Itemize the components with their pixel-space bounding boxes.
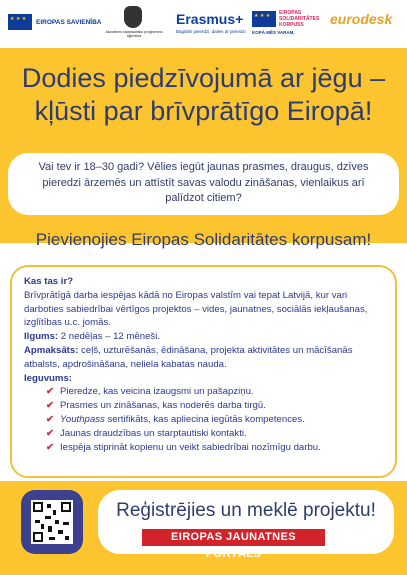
esc-flag-icon <box>252 11 276 27</box>
list-item: ✔ Iespēja stiprināt kopienu un veikt sabiedrībai nozīmīgu darbu. <box>46 441 321 453</box>
agency-label: Jaunatnes starptautisko programmu aģentūra <box>105 30 163 39</box>
subheadline: Pievienojies Eiropas Solidaritātes korpusam! <box>35 230 372 249</box>
list-item: ✔ Jaunas draudzības un starptautiski kontakti. <box>46 427 247 439</box>
paid-label: Apmaksāts: <box>24 344 79 356</box>
eu-flag-icon <box>8 14 32 30</box>
logo-bar <box>0 0 407 48</box>
info-box <box>10 265 397 478</box>
headline: Dodies piedzīvojumā ar jēgu – kļūsti par brīvprātīgo Eiropā! <box>21 63 386 126</box>
eu-label: EIROPAS SAVIENĪBA <box>36 18 102 26</box>
qr-code-icon[interactable] <box>31 500 73 544</box>
list-item: ✔ Prasmes un zināšanas, kas noderēs darba tirgū. <box>46 400 266 412</box>
erasmus-tagline: Bagātini pieredzi, dalies ar pieredzi <box>176 29 246 34</box>
list-item: ✔ Youthpass sertifikāts, kas apliecina iegūtās kompetences. <box>46 413 305 425</box>
latvia-crest-icon <box>124 6 142 28</box>
check-icon: ✔ <box>46 413 55 425</box>
eu-logo <box>8 14 102 30</box>
register-title: Reģistrējies un meklē projektu! <box>116 500 376 521</box>
esc-label: EIROPAS SOLIDARITĀTES KORPUSS <box>279 10 320 28</box>
what-label: Kas tas ir? <box>24 276 74 287</box>
erasmus-logo: Erasmus+ <box>176 11 244 27</box>
paid-text: ceļš, uzturēšanās, ēdināšana, projekta aktivitātes un mācīšanās atbalsts, apdrošināšana, neliela kabatas nauda. <box>24 344 353 370</box>
benefits-list <box>24 385 383 454</box>
gains-label: Ieguvums: <box>24 372 72 384</box>
what-text: Brīvprātīgā darba iespējas kādā no Eiropas valstīm vai tepat Latvijā, kur vari darboties sabiedrībai vērtīgos projektos – vides, jaunatnes, sociālās iekļaušanas, izglītības u.c. jomās. <box>24 289 368 329</box>
duration-label: Ilgums: <box>24 331 59 343</box>
register-card <box>98 490 394 560</box>
esc-tagline: KOPĀ MĒS VARAM. <box>252 30 295 35</box>
list-item: ✔ Pieredze, kas veicina izaugsmi un pašapziņu. <box>46 386 254 398</box>
intro-text: Vai tev ir 18–30 gadi? Vēlies iegūt jaunas prasmes, draugus, dzīves pieredzi ārzemēs un attīstīt savas valodu zināšanas, vienlaikus arī palīdzot citiem? <box>8 153 399 215</box>
check-icon: ✔ <box>46 386 55 398</box>
check-icon: ✔ <box>46 441 55 453</box>
youth-portal-button[interactable]: EIROPAS JAUNATNES PORTĀLS <box>142 529 325 546</box>
eurodesk-logo: eurodesk <box>330 11 393 27</box>
duration-row <box>24 330 383 344</box>
esc-logo <box>252 11 321 28</box>
duration-text: 2 nedēļas – 12 mēneši. <box>58 331 160 343</box>
paid-row <box>24 344 383 372</box>
youthpass-term: Youthpass <box>60 413 105 425</box>
check-icon: ✔ <box>46 427 55 439</box>
check-icon: ✔ <box>46 400 55 412</box>
